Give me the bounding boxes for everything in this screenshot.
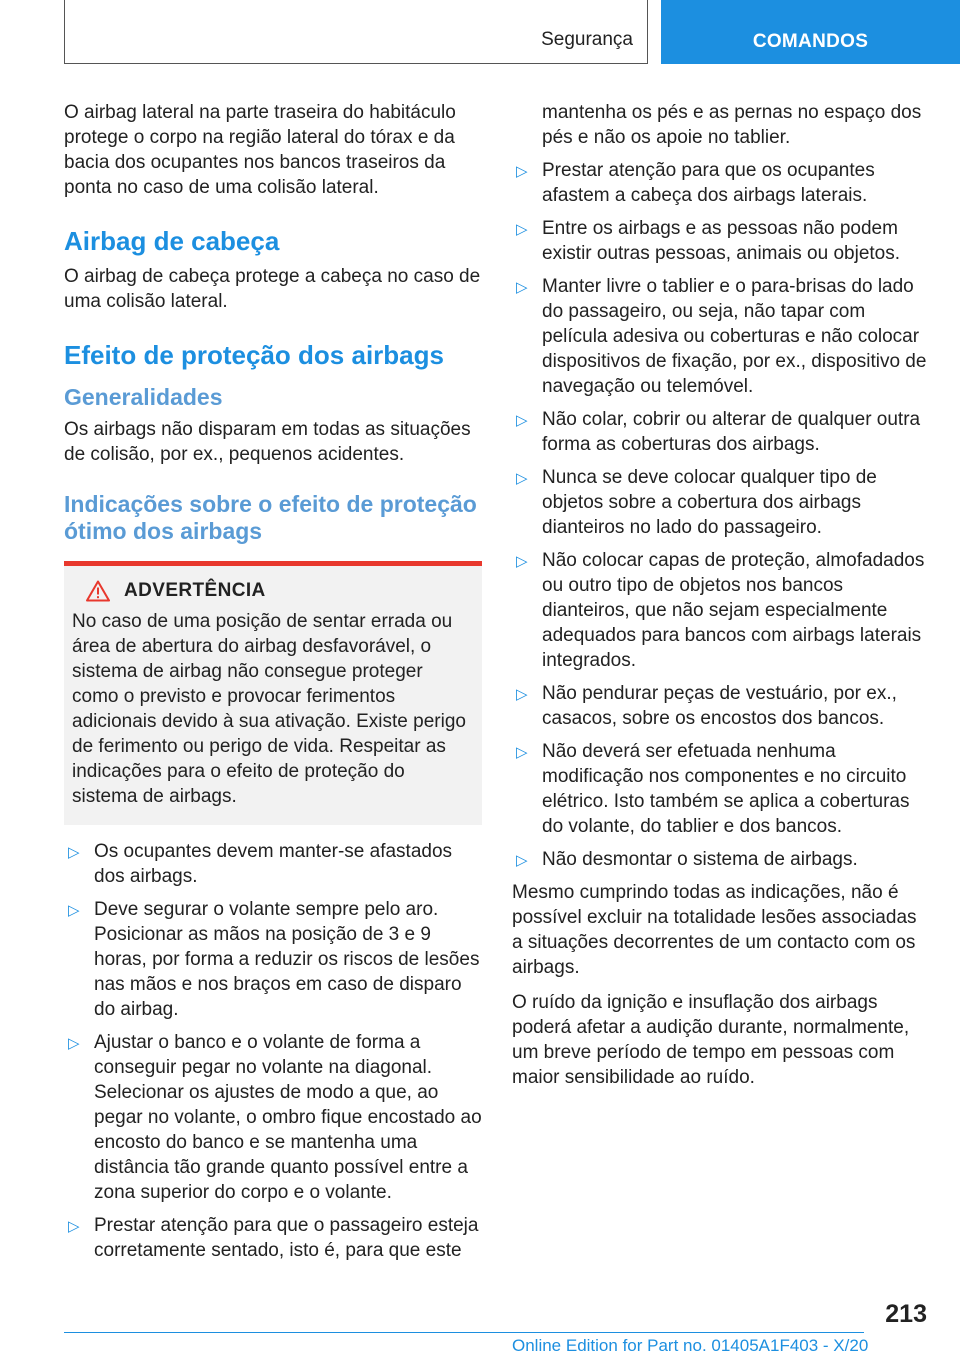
list-item: ▷ Prestar atenção para que o passageiro esteja corretamente sentado, isto é, para que este [68,1215,479,1261]
heading-efeito-protecao: Efeito de proteção dos airbags [64,340,444,370]
list-item: ▷ Não desmontar o sistema de airbags. [512,847,928,872]
header-frame [64,0,648,64]
footer-divider [64,1332,864,1333]
chapter-tab[interactable]: COMANDOS [661,0,960,64]
list-item: ▷ Não colocar capas de proteção, almofadados ou outro tipo de objetos nos bancos dianteiros, que não sejam especialmente adequados para bancos com airbags laterais integrados. [516,550,925,671]
list-item: ▷ Não deverá ser efetuada nenhuma modificação nos componentes e no circuito elétrico. Isto também se aplica a coberturas do volante, do tablier e dos bancos. [516,741,910,837]
footer-edition[interactable]: Online Edition for Part no. 01405A1F403 - X/20 [512,1336,869,1355]
triangle-bullet-icon: ▷ [516,470,528,487]
airbag-cabeca-paragraph: O airbag de cabeça protege a cabeça no caso de uma colisão lateral. [64,266,481,312]
page-number: 213 [885,1300,927,1328]
triangle-bullet-icon: ▷ [68,902,80,919]
heading-airbag-de-cabeca: Airbag de cabeça [64,226,280,256]
right-column [512,100,928,1100]
right-bullet-list [512,158,928,872]
triangle-bullet-icon: ▷ [68,1218,80,1235]
list-item: ▷ Manter livre o tablier e o para-brisas do lado do passageiro, ou seja, não tapar com película adesiva ou coberturas e não colocar dispositivos de fixação, por ex., dispositivo de navegação ou telemóvel. [516,276,927,397]
list-item: ▷ Nunca se deve colocar qualquer tipo de objetos sobre a cobertura dos airbags dianteiros no lado do passageiro. [516,467,877,538]
list-item: ▷ Não colar, cobrir ou alterar de qualquer outra forma as coberturas dos airbags. [516,409,921,455]
list-item: ▷ Prestar atenção para que os ocupantes afastem a cabeça dos airbags laterais. [516,160,875,206]
warning-triangle-icon [86,580,110,602]
list-item-continuation: mantenha os pés e as pernas no espaço dos pés e não os apoie no tablier. [542,102,922,148]
subheading-generalidades: Generalidades [64,384,223,410]
list-item: ▷ Ajustar o banco e o volante de forma a conseguir pegar no volante na diagonal. Selecionar os ajustes de modo a que, ao pegar no volante, o ombro fique encostado ao encosto do banco e se mantenha uma distância tão grande quanto possível entre a zona superior do corpo e o volante. [68,1032,482,1203]
list-item: ▷ Os ocupantes devem manter-se afastados dos airbags. [68,841,453,887]
list-item: ▷ Não pendurar peças de vestuário, por ex., casacos, sobre os encostos dos bancos. [516,683,897,729]
triangle-bullet-icon: ▷ [68,844,80,861]
list-item: ▷ Deve segurar o volante sempre pelo aro. Posicionar as mãos na posição de 3 e 9 horas, por forma a reduzir os riscos de lesões nas mãos e nos braços em caso de disparo do airbag. [68,899,480,1020]
generalidades-paragraph: Os airbags não disparam em todas as situações de colisão, por ex., pequenos acidentes. [64,419,471,465]
triangle-bullet-icon: ▷ [516,744,528,761]
left-column [64,100,482,1271]
warning-text: No caso de uma posição de sentar errada ou área de abertura do airbag desfavorável, o sistema de airbag não consegue proteger como o previsto e provocar ferimentos adicionais devido à sua ativação. Existe perigo de ferimento ou perigo de vida. Respeitar as indicações para o efeito de proteção do sistema de airbags. [72,611,466,807]
triangle-bullet-icon: ▷ [516,279,528,296]
warning-header [72,578,474,603]
closing-paragraph-2: O ruído da ignição e insuflação dos airbags poderá afetar a audição durante, normalmente, um breve período de tempo em pessoas com maior sensibilidade ao ruído. [512,992,910,1088]
list-item: ▷ Entre os airbags e as pessoas não podem existir outras pessoas, animais ou objetos. [516,218,901,264]
triangle-bullet-icon: ▷ [516,686,528,703]
triangle-bullet-icon: ▷ [516,553,528,570]
left-bullet-list [64,839,482,1263]
triangle-bullet-icon: ▷ [516,163,528,180]
triangle-bullet-icon: ▷ [516,221,528,238]
warning-title: ADVERTÊNCIA [124,580,266,601]
triangle-bullet-icon: ▷ [68,1035,80,1052]
subheading-indicacoes: Indicações sobre o efeito de proteção ótimo dos airbags [64,491,477,544]
warning-box [64,561,482,825]
triangle-bullet-icon: ▷ [516,852,528,869]
triangle-bullet-icon: ▷ [516,412,528,429]
closing-paragraph-1: Mesmo cumprindo todas as indicações, não é possível excluir na totalidade lesões associadas a situações decorrentes de um contacto com os airbags. [512,882,917,978]
intro-paragraph: O airbag lateral na parte traseira do habitáculo protege o corpo na região lateral do tórax e da bacia dos ocupantes nos bancos traseiros da ponta no caso de uma colisão lateral. [64,102,456,198]
section-title: Segurança [541,29,633,50]
